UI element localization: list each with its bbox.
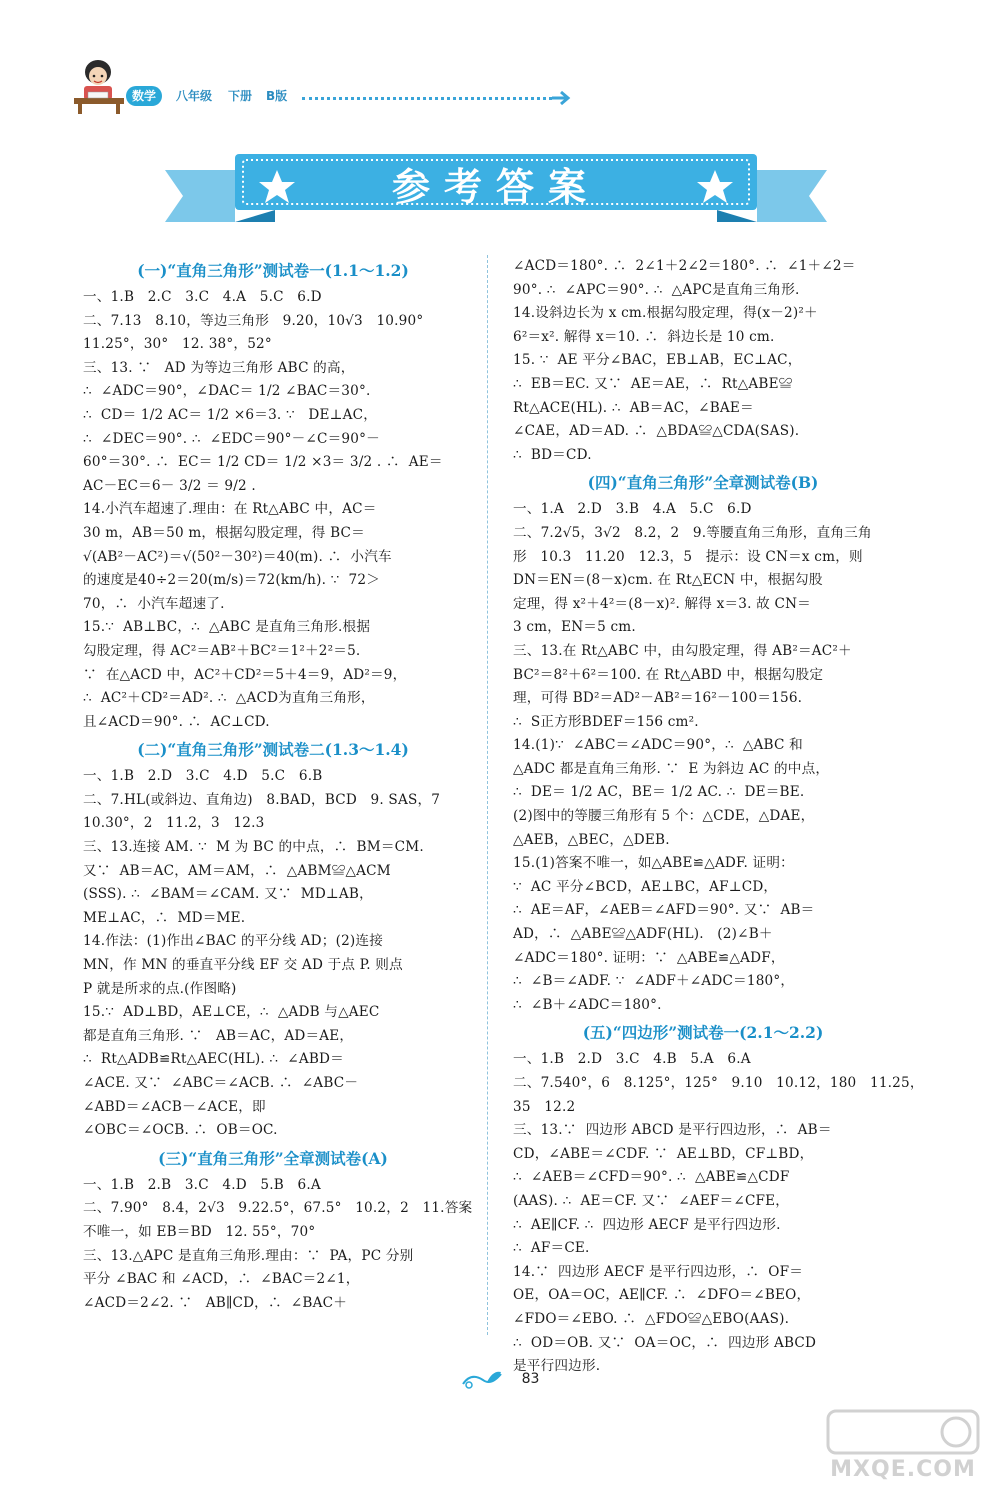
page-title: 参考答案 xyxy=(391,165,600,209)
answer-line: 14.(1)∵ ∠ABC＝∠ADC＝90°，∴ △ABC 和 xyxy=(513,737,803,754)
answer-line: 90°. ∴ ∠APC＝90°. ∴ △APC是直角三角形. xyxy=(513,281,800,298)
answer-line: 的速度是40÷2＝20(m/s)＝72(km/h). ∵ 72＞ xyxy=(83,572,381,589)
answer-line: 又∵ AB＝AC，AM＝AM，∴ △ABM≌△ACM xyxy=(83,862,391,879)
answer-line: 14.∵ 四边形 AECF 是平行四边形，∴ OF＝ xyxy=(513,1263,804,1280)
answer-line: 三、13.△APC 是直角三角形.理由：∵ PA，PC 分别 xyxy=(83,1247,414,1264)
answer-line: ∴ AE＝AF，∠AEB＝∠AFD＝90°. 又∵ AB＝ xyxy=(513,902,815,919)
answer-line: ∴ ∠B＝∠ADF. ∵ ∠ADF＋∠ADC＝180°， xyxy=(513,973,795,990)
answer-line: ∠ABD＝∠ACB－∠ACE，即 xyxy=(83,1098,266,1115)
answer-line: ∠ACD＝2∠2. ∵ AB∥CD，∴ ∠BAC＋ xyxy=(83,1294,347,1311)
answer-line: 理，可得 BD²＝AD²－AB²＝16²－100＝156. xyxy=(513,690,803,707)
answer-line: AD，∴ △ABE≌△ADF(HL). (2)∠B＋ xyxy=(513,926,773,943)
answer-line: △AEB，△BEC，△DEB. xyxy=(513,831,670,848)
answer-line: 三、13.连接 AM. ∵ M 为 BC 的中点，∴ BM＝CM. xyxy=(83,839,424,856)
answer-line: ∴ ∠B＋∠ADC＝180°. xyxy=(513,996,662,1013)
answer-line: 14.作法：(1)作出∠BAC 的平分线 AD；(2)连接 xyxy=(83,933,384,950)
answer-line: 且∠ACD＝90°. ∴ AC⊥CD. xyxy=(83,713,270,730)
answer-line: ∠ADC＝180°. 证明：∵ △ABE≌△ADF， xyxy=(513,949,785,966)
answer-line: 14.设斜边长为 x cm.根据勾股定理，得(x－2)²＋ xyxy=(513,305,818,322)
answer-line: 形 10.3 11.20 12.3，5 提示：设 CN＝x cm，则 xyxy=(513,548,863,565)
section-heading: (二)“直角三角形”测试卷二(1.3～1.4) xyxy=(137,740,409,760)
left-answer-column xyxy=(83,255,473,1315)
answer-line: ∠ACE. 又∵ ∠ABC＝∠ACB. ∴ ∠ABC－ xyxy=(83,1075,359,1091)
answer-line: ∴ DE＝ 1/2 AC，BE＝ 1/2 AC. ∴ DE＝BE. xyxy=(513,784,805,801)
answer-line: ∴ AC²＋CD²＝AD². ∴ △ACD为直角三角形， xyxy=(83,690,375,707)
answer-line: 定理，得 x²＋4²＝(8－x)². 解得 x＝3. 故 CN＝ xyxy=(513,595,811,612)
answer-line: CD，∠ABE＝∠CDF. ∵ AE⊥BD，CF⊥BD， xyxy=(513,1145,814,1162)
answer-line: 14.小汽车超速了.理由：在 Rt△ABC 中，AC＝ xyxy=(83,501,377,518)
section-heading: (三)“直角三角形”全章测试卷(A) xyxy=(158,1148,388,1168)
section-heading: (一)“直角三角形”测试卷一(1.1～1.2) xyxy=(137,261,409,280)
answer-line: 二、7.13 8.10，等边三角形 9.20，10√3 10.90° xyxy=(83,312,424,329)
right-answer-column xyxy=(513,255,924,1379)
page-footer xyxy=(0,1368,1000,1390)
arrow-right-icon xyxy=(550,89,572,107)
answer-line: ∠ACD＝180°. ∴ 2∠1＋2∠2＝180°. ∴ ∠1＋∠2＝ xyxy=(513,258,856,274)
answer-line: 6²＝x². 解得 x＝10. ∴ 斜边长是 10 cm. xyxy=(513,328,775,345)
answer-line: MN，作 MN 的垂直平分线 EF 交 AD 于点 P. 则点 xyxy=(83,957,403,974)
answer-line: 都是直角三角形. ∵ AB＝AC，AD＝AE， xyxy=(83,1027,354,1044)
banner-title-wrap xyxy=(165,156,827,211)
answer-line: 二、7.2√5，3√2 8.2，2 9.等腰直角三角形，直角三角 xyxy=(513,524,872,541)
answer-line: 一、1.A 2.D 3.B 4.A 5.C 6.D xyxy=(513,501,752,518)
answer-line: 二、7.HL(或斜边、直角边) 8.BAD，BCD 9. SAS，7 xyxy=(83,791,441,808)
answer-line: 二、7.90° 8.4，2√3 9.22.5°，67.5° 10.2，2 11.答案 xyxy=(83,1200,473,1217)
answer-line: AC－EC＝6－ 3/2 ＝ 9/2 . xyxy=(83,477,256,494)
answer-line: 一、1.B 2.D 3.C 4.D 5.C 6.B xyxy=(83,768,323,785)
watermark-text: MXQE.COM xyxy=(830,1457,976,1482)
answer-line: △ADC 都是直角三角形. ∵ E 为斜边 AC 的中点， xyxy=(513,760,830,777)
answer-line: ME⊥AC，∴ MD＝ME. xyxy=(83,909,246,926)
answer-line: ∠OBC＝∠OCB. ∴ OB＝OC. xyxy=(83,1122,278,1139)
answer-line: BC²＝8²＋6²＝100. 在 Rt△ABD 中，根据勾股定 xyxy=(513,666,824,683)
answer-line: ∴ Rt△ADB≌Rt△AEC(HL). ∴ ∠ABD＝ xyxy=(83,1051,344,1068)
answer-line: 二、7.540°，6 8.125°，125° 9.10 10.12，180 11.25， xyxy=(513,1075,924,1091)
answer-line: ∵ 在△ACD 中，AC²＋CD²＝5＋4＝9，AD²＝9， xyxy=(83,666,407,683)
answer-line: ∴ CD＝ 1/2 AC＝ 1/2 ×6＝3. ∵ DE⊥AC， xyxy=(83,406,377,423)
answer-line: (2)图中的等腰三角形有 5 个：△CDE，△DAE， xyxy=(513,808,815,825)
grade-label: 八年级 xyxy=(176,89,213,103)
leaf-ornament-icon xyxy=(461,1368,505,1390)
answer-line: ∠FDO＝∠EBO. ∴ △FDO≌△EBO(AAS). xyxy=(513,1310,790,1327)
answer-line: 11.25°，30° 12. 38°，52° xyxy=(83,336,272,353)
answer-line: √(AB²－AC²)＝√(50²－30²)＝40(m). ∴ 小汽车 xyxy=(83,548,392,565)
section-heading: (四)“直角三角形”全章测试卷(B) xyxy=(587,473,819,493)
answer-line: 30 m，AB＝50 m，根据勾股定理，得 BC＝ xyxy=(83,524,365,541)
answer-line: 3 cm，EN＝5 cm. xyxy=(513,619,636,636)
answer-line: ∴ AF＝CE. xyxy=(513,1240,590,1257)
answer-line: 60°＝30°. ∴ EC＝ 1/2 CD＝ 1/2 ×3＝ 3/2 . ∴ AE＝ xyxy=(83,454,443,471)
answer-line: 三、13.∵ 四边形 ABCD 是平行四边形，∴ AB＝ xyxy=(513,1122,832,1139)
answer-line: 三、13.在 Rt△ABC 中，由勾股定理，得 AB²＝AC²＋ xyxy=(513,642,852,659)
answer-line: 勾股定理，得 AC²＝AB²＋BC²＝1²＋2²＝5. xyxy=(83,642,361,659)
answer-line: 不唯一，如 EB＝BD 12. 55°，70° xyxy=(83,1223,316,1240)
answer-line: 10.30°，2 11.2，3 12.3 xyxy=(83,815,265,832)
answer-line: 15.∵ AB⊥BC，∴ △ABC 是直角三角形.根据 xyxy=(83,619,371,636)
answer-line: ∴ ∠DEC＝90°. ∴ ∠EDC＝90°－∠C＝90°－ xyxy=(83,430,380,447)
answer-line: DN＝EN＝(8－x)cm. 在 Rt△ECN 中，根据勾股 xyxy=(513,572,823,589)
watermark xyxy=(818,1405,988,1487)
subject-badge: 数学 xyxy=(126,86,162,106)
answer-line: 一、1.B 2.C 3.C 4.A 5.C 6.D xyxy=(83,289,322,305)
student-mascot-icon xyxy=(70,56,128,116)
answer-line: 15.∵ AD⊥BD，AE⊥CE，∴ △ADB 与△AEC xyxy=(83,1004,380,1021)
answer-line: P 就是所求的点.(作图略) xyxy=(83,980,237,997)
answer-line: ∴ AE∥CF. ∴ 四边形 AECF 是平行四边形. xyxy=(513,1216,781,1233)
answer-line: 15.(1)答案不唯一，如△ABE≌△ADF. 证明： xyxy=(513,855,794,872)
page-number: 83 xyxy=(521,1371,540,1387)
answer-line: ∴ ∠AEB＝∠CFD＝90°. ∴ △ABE≌△CDF xyxy=(513,1169,790,1186)
watermark-logo-icon xyxy=(818,1405,988,1457)
answer-line: Rt△ACE(HL). ∴ AB＝AC，∠BAE＝ xyxy=(513,399,754,416)
answer-line: (AAS). ∴ AE＝CF. 又∵ ∠AEF＝∠CFE， xyxy=(513,1192,790,1209)
answer-line: 70，∴ 小汽车超速了. xyxy=(83,595,225,612)
answer-line: ∴ S正方形BDEF＝156 cm². xyxy=(513,713,699,730)
column-divider xyxy=(487,255,488,1335)
answer-line: ∴ OD＝OB. 又∵ OA＝OC，∴ 四边形 ABCD xyxy=(513,1334,817,1351)
answer-line: ∴ BD＝CD. xyxy=(513,446,592,463)
answer-line: 三、13. ∵ AD 为等边三角形 ABC 的高， xyxy=(83,359,355,376)
answer-line: 一、1.B 2.B 3.C 4.D 5.B 6.A xyxy=(83,1176,321,1193)
answer-line: 一、1.B 2.D 3.C 4.B 5.A 6.A xyxy=(513,1051,751,1068)
answer-line: ∵ AC 平分∠BCD，AE⊥BC，AF⊥CD， xyxy=(513,878,778,895)
answer-line: ∠CAE，AD＝AD. ∴ △BDA≌△CDA(SAS). xyxy=(513,423,800,440)
answer-line: ∴ EB＝EC. 又∵ AE＝AE，∴ Rt△ABE≌ xyxy=(513,375,793,392)
section-heading: (五)“四边形”测试卷一(2.1～2.2) xyxy=(582,1023,824,1043)
term-label: 下册 xyxy=(228,89,253,103)
answer-line: 35 12.2 xyxy=(513,1098,576,1115)
edition-label: B版 xyxy=(266,89,288,103)
answer-line: (SSS). ∴ ∠BAM＝∠CAM. 又∵ MD⊥AB， xyxy=(83,886,373,903)
answer-line: ∴ ∠ADC＝90°，∠DAC＝ 1/2 ∠BAC＝30°. xyxy=(83,383,371,400)
answer-line: OE，OA＝OC，AE∥CF. ∴ ∠DFO＝∠BEO， xyxy=(513,1287,811,1304)
answer-line: 是平行四边形. xyxy=(513,1358,601,1375)
answer-line: 平分 ∠BAC 和 ∠ACD，∴ ∠BAC＝2∠1， xyxy=(83,1271,360,1288)
answer-line: 15. ∵ AE 平分∠BAC，EB⊥AB，EC⊥AC， xyxy=(513,352,802,369)
header-dotted-line xyxy=(302,97,552,100)
page-header xyxy=(70,56,590,116)
